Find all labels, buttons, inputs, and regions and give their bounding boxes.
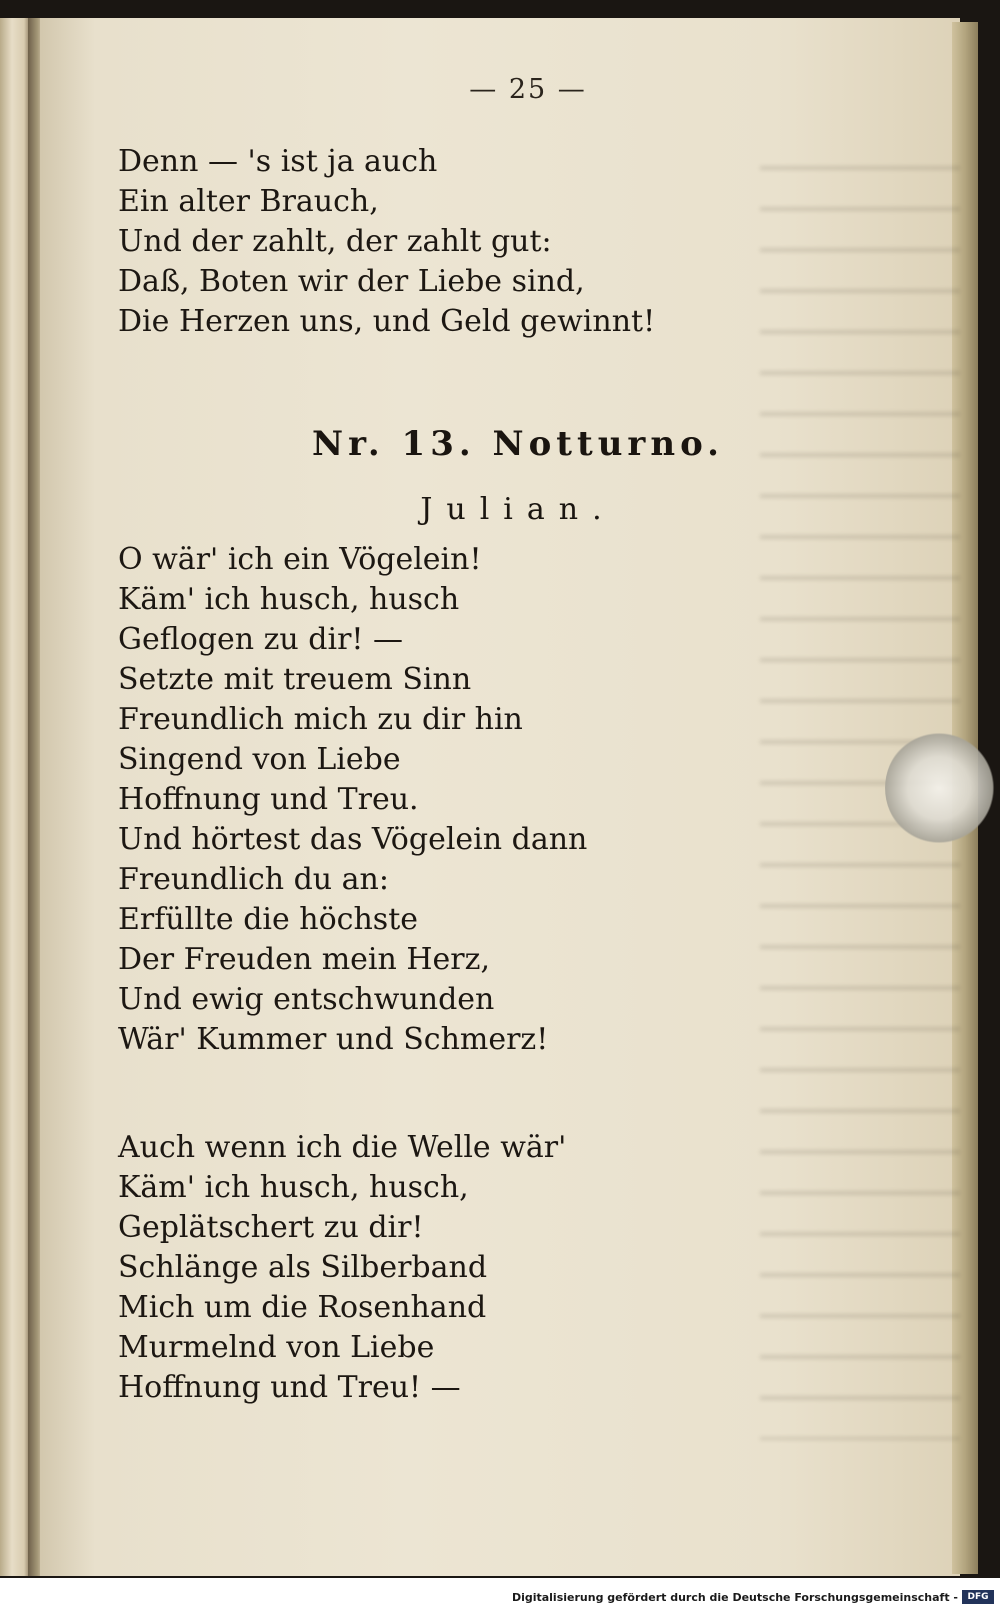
verse-line: Hoffnung und Treu. [118,782,419,817]
verse-line: Die Herzen uns, und Geld gewinnt! [118,304,656,339]
verse-line: Geplätschert zu dir! [118,1210,424,1245]
verse-line: Käm' ich husch, husch [118,582,460,617]
verse-line: Und ewig entschwunden [118,982,495,1017]
verse-line: Daß, Boten wir der Liebe sind, [118,264,585,299]
verse-line: Hoffnung und Treu! — [118,1370,461,1405]
verse-line: Käm' ich husch, husch, [118,1170,469,1205]
verse-line: Geflogen zu dir! — [118,622,403,657]
speaker-name: Julian. [420,492,616,527]
verse-line: Mich um die Rosenhand [118,1290,487,1325]
verse-line: Wär' Kummer und Schmerz! [118,1022,549,1057]
verse-line: Setzte mit treuem Sinn [118,662,472,697]
section-title: Nr. 13. Notturno. [312,424,724,464]
verse-line: Denn — 's ist ja auch [118,144,438,179]
verse-line: Und der zahlt, der zahlt gut: [118,224,552,259]
verse-line: O wär' ich ein Vögelein! [118,542,482,577]
funding-credit: Digitalisierung gefördert durch die Deutsche Forschungsgemeinschaft - [511,1591,958,1604]
verse-line: Ein alter Brauch, [118,184,379,219]
verse-line: Schlänge als Silberband [118,1250,488,1285]
verse-line: Und hörtest das Vögelein dann [118,822,588,857]
page-clip [885,728,1000,848]
verse-line: Singend von Liebe [118,742,401,777]
verse-line: Auch wenn ich die Welle wär' [118,1130,567,1165]
verse-line: Der Freuden mein Herz, [118,942,490,977]
verse-line: Erfüllte die höchste [118,902,418,937]
verse-line: Freundlich du an: [118,862,389,897]
page-number: — 25 — [469,74,587,105]
left-page-edge [0,18,30,1576]
verse-line: Freundlich mich zu dir hin [118,702,523,737]
dfg-logo: DFG [962,1590,994,1604]
verse-line: Murmelnd von Liebe [118,1330,435,1365]
